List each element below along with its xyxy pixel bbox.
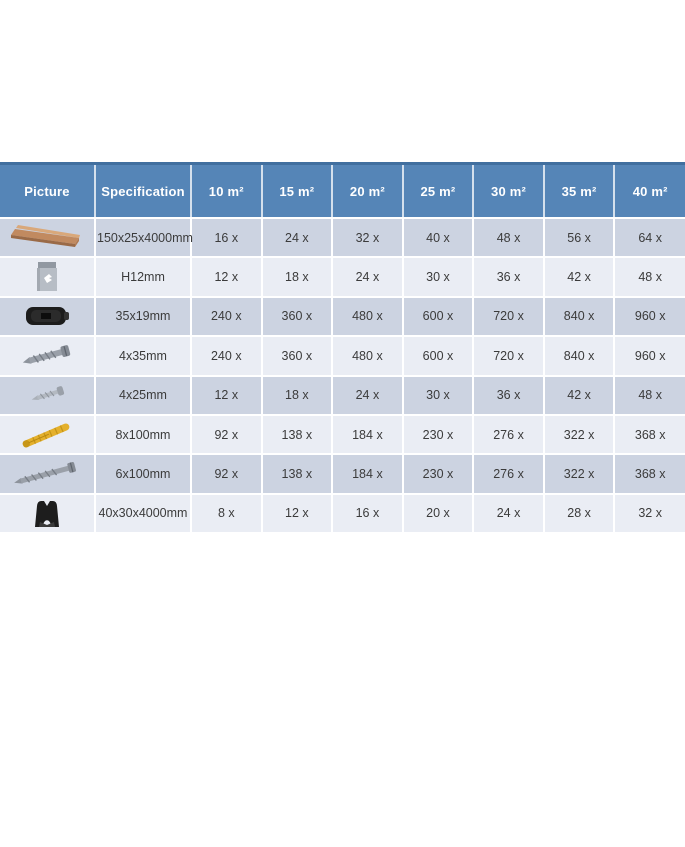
screw-icon: [1, 340, 93, 372]
qty-cell: 48 x: [614, 257, 685, 296]
header-cell-picture: Picture: [0, 164, 95, 219]
qty-cell: 20 x: [403, 494, 474, 533]
long-screw-icon: [1, 457, 93, 491]
qty-cell: 368 x: [614, 415, 685, 454]
header-cell-20m2: 20 m²: [332, 164, 403, 219]
qty-cell: 360 x: [262, 336, 333, 375]
table-row: [0, 454, 685, 493]
header-cell-30m2: 30 m²: [473, 164, 544, 219]
qty-cell: 24 x: [332, 376, 403, 415]
qty-cell: 480 x: [332, 336, 403, 375]
spec-cell: 35x19mm: [95, 297, 191, 336]
picture-cell: [0, 297, 95, 336]
table-body: [0, 218, 685, 533]
materials-quantity-panel: [0, 162, 685, 534]
qty-cell: 360 x: [262, 297, 333, 336]
qty-cell: 960 x: [614, 336, 685, 375]
qty-cell: 12 x: [191, 257, 262, 296]
picture-cell: [0, 376, 95, 415]
qty-cell: 28 x: [544, 494, 615, 533]
spec-cell: 150x25x4000mm: [95, 218, 191, 257]
table-row: [0, 218, 685, 257]
header-row: [0, 164, 685, 219]
qty-cell: 42 x: [544, 257, 615, 296]
qty-cell: 960 x: [614, 297, 685, 336]
qty-cell: 30 x: [403, 376, 474, 415]
qty-cell: 184 x: [332, 415, 403, 454]
qty-cell: 64 x: [614, 218, 685, 257]
qty-cell: 184 x: [332, 454, 403, 493]
spec-cell: 8x100mm: [95, 415, 191, 454]
qty-cell: 16 x: [191, 218, 262, 257]
joist-profile-icon: [1, 496, 93, 530]
qty-cell: 276 x: [473, 454, 544, 493]
qty-cell: 720 x: [473, 297, 544, 336]
qty-cell: 480 x: [332, 297, 403, 336]
qty-cell: 36 x: [473, 257, 544, 296]
header-cell-15m2: 15 m²: [262, 164, 333, 219]
qty-cell: 240 x: [191, 336, 262, 375]
qty-cell: 12 x: [191, 376, 262, 415]
qty-cell: 8 x: [191, 494, 262, 533]
spec-cell: H12mm: [95, 257, 191, 296]
picture-cell: [0, 218, 95, 257]
decking-board-icon: [1, 222, 93, 254]
qty-cell: 48 x: [473, 218, 544, 257]
spec-cell: 4x25mm: [95, 376, 191, 415]
quantity-table: [0, 162, 685, 534]
qty-cell: 18 x: [262, 257, 333, 296]
spec-cell: 4x35mm: [95, 336, 191, 375]
qty-cell: 240 x: [191, 297, 262, 336]
qty-cell: 32 x: [614, 494, 685, 533]
spec-cell: 6x100mm: [95, 454, 191, 493]
spec-cell: 40x30x4000mm: [95, 494, 191, 533]
qty-cell: 600 x: [403, 336, 474, 375]
qty-cell: 322 x: [544, 415, 615, 454]
qty-cell: 720 x: [473, 336, 544, 375]
steel-clip-icon: [1, 260, 93, 294]
table-row: [0, 297, 685, 336]
picture-cell: [0, 336, 95, 375]
qty-cell: 138 x: [262, 454, 333, 493]
qty-cell: 30 x: [403, 257, 474, 296]
qty-cell: 840 x: [544, 297, 615, 336]
qty-cell: 138 x: [262, 415, 333, 454]
table-row: [0, 257, 685, 296]
qty-cell: 56 x: [544, 218, 615, 257]
qty-cell: 230 x: [403, 415, 474, 454]
header-cell-10m2: 10 m²: [191, 164, 262, 219]
header-cell-25m2: 25 m²: [403, 164, 474, 219]
header-cell-35m2: 35 m²: [544, 164, 615, 219]
qty-cell: 32 x: [332, 218, 403, 257]
small-screw-icon: [1, 379, 93, 411]
qty-cell: 42 x: [544, 376, 615, 415]
header-cell-40m2: 40 m²: [614, 164, 685, 219]
qty-cell: 92 x: [191, 415, 262, 454]
picture-cell: [0, 454, 95, 493]
qty-cell: 48 x: [614, 376, 685, 415]
qty-cell: 322 x: [544, 454, 615, 493]
qty-cell: 276 x: [473, 415, 544, 454]
qty-cell: 840 x: [544, 336, 615, 375]
plastic-clip-icon: [1, 300, 93, 332]
table-row: [0, 336, 685, 375]
qty-cell: 24 x: [262, 218, 333, 257]
qty-cell: 600 x: [403, 297, 474, 336]
table-row: [0, 415, 685, 454]
qty-cell: 12 x: [262, 494, 333, 533]
qty-cell: 24 x: [332, 257, 403, 296]
qty-cell: 16 x: [332, 494, 403, 533]
qty-cell: 40 x: [403, 218, 474, 257]
table-row: [0, 376, 685, 415]
qty-cell: 24 x: [473, 494, 544, 533]
qty-cell: 36 x: [473, 376, 544, 415]
picture-cell: [0, 494, 95, 533]
qty-cell: 368 x: [614, 454, 685, 493]
qty-cell: 92 x: [191, 454, 262, 493]
qty-cell: 230 x: [403, 454, 474, 493]
header-cell-specification: Specification: [95, 164, 191, 219]
qty-cell: 18 x: [262, 376, 333, 415]
picture-cell: [0, 415, 95, 454]
picture-cell: [0, 257, 95, 296]
table-row: [0, 494, 685, 533]
wall-plug-icon: [1, 418, 93, 452]
